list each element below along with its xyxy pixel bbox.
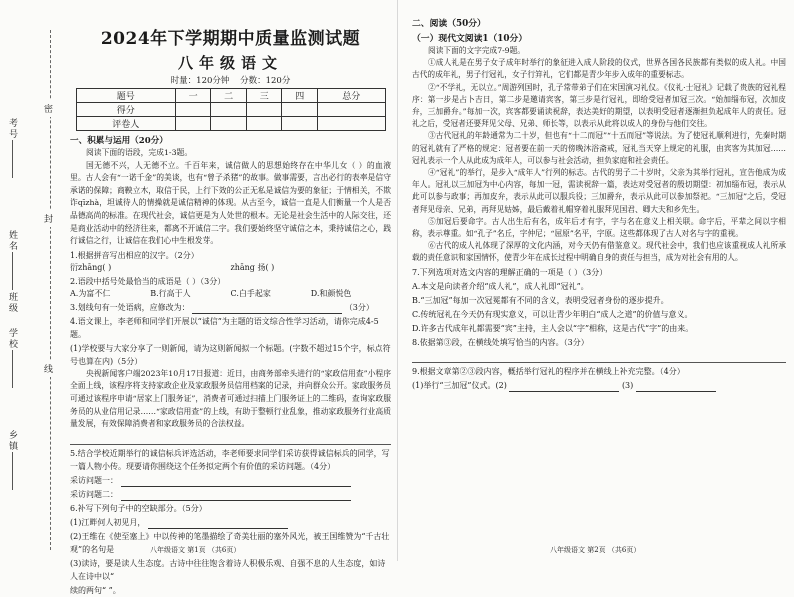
score-table-row — [76, 117, 385, 131]
binding-class-label: 班级 — [7, 292, 17, 314]
q2-option-d[interactable]: D.和颜悦色 — [310, 288, 352, 298]
score-cell[interactable] — [282, 103, 318, 117]
q7-option-a[interactable]: A.本文是向读者介绍“成人礼”，成人礼即“冠礼”。 — [412, 281, 589, 291]
binding-township-label: 乡镇 — [7, 430, 17, 452]
reading-para-6: ⑥古代的成人礼体现了深厚的文化内涵，对今天仍有借鉴意义。现代社会中，我们也应该重视成人礼所承载的责任意识和家国情怀，使青少年在成长过程中明确自身的责任与担当，成为对社会有用的人。 — [412, 241, 786, 263]
q3-text: 3.划线句有一处语病，应修改为： — [70, 302, 190, 312]
score-header-cell: 一 — [175, 89, 211, 103]
q7-option-d[interactable]: D.许多古代成年礼都需要“宾”主持，主人会以“字”相称，这是古代“字”的由来。 — [412, 323, 694, 333]
question-8: 8.依据第③段，在横线处填写恰当的内容。（3分） — [412, 337, 589, 347]
question-2-options — [70, 288, 391, 300]
score-row-label: 得分 — [76, 103, 175, 117]
q5-question-2-label: 采访问题二： — [70, 489, 118, 499]
exam-meta — [70, 74, 391, 86]
q6-3: (3)读诗，要是读人生态度。古诗中往往饱含着诗人积极乐观、自强不息的人生态度，如诗人在诗中以“ — [70, 558, 386, 581]
reading-para-2: ②“不学礼，无以立。”周游列国时，孔子常带弟子们在宋国演习礼仪。《仪礼·士冠礼》记载了贵族的冠礼程序：第一步是占卜吉日，第二步是邀请宾客，第三步是行冠礼，即给受冠者加冠三次。“始加缁布冠，次加皮弁，三加爵弁。”每加一次，宾客都要诵读祝辞，表达美好的期望，以表明受冠者逐渐担负起成年人的责任。冠礼之后，受冠者还要拜见父母、兄弟、师长等，以表示从此将以成人的身份与他们交往。 — [412, 82, 786, 129]
score-header-cell: 二 — [211, 89, 247, 103]
q6-1 — [70, 516, 391, 529]
score-cell[interactable] — [318, 103, 385, 117]
score-header-cell: 四 — [282, 89, 318, 103]
q6-1-blank[interactable] — [148, 518, 288, 529]
section-1-heading: 一、积累与运用（20分） — [70, 136, 168, 146]
q9-step-3: (3) — [621, 380, 634, 390]
score-cell[interactable] — [282, 117, 318, 131]
q2-option-a[interactable]: A.为富不仁 — [70, 288, 111, 298]
q7-option-c[interactable]: C.传统冠礼在今天仍有现实意义，可以让青少年明白“成人之道”的价值与意义。 — [412, 309, 693, 319]
q1-blank-a[interactable]: 衍zhāng( ) — [70, 262, 112, 272]
exam-title: 2024年下学期期中质量监测试题 — [100, 29, 361, 49]
score-cell[interactable] — [318, 117, 385, 131]
reading-para-4: ④“冠礼”的举行，是步入“成年人”行列的标志。古代的男子二十岁时，父亲为其举行冠礼，宣告他成为成年人。冠礼以三加冠为中心内容，每加一冠，需读祝辞一篇，表达对受冠者的殷切期望：初加缁布冠，表示从此可以参与政事；再加皮弁，表示从此可以服兵役；三加爵弁，表示从此可以参加祭祀。“三加冠”之后，受冠者拜见母亲、兄弟，再拜见姑姊，最后戴着礼帽穿着礼服拜见国君、卿大夫和乡先生。 — [412, 168, 786, 214]
section-1-passage: 国无德不兴，人无德不立。千百年来，诚信做人的思想始终存在中华儿女（ ）的血液里。古人会有“一诺千金”的美谈，也有“曾子杀猪”的故事。做事需要，言出必行的表率是信守承诺的保障；商鞅立木，取信于民，上行下效的公正无私是诚信为要的象征；于情相关，不欺诈qīzhà，坦诚待人的情操就是诚信精神的体现。从古至今，诚信一直是人们衡量一个人是否品德高尚的标准。在现代社会，诚信更是为人处世的根本。无论是社会生活中的人际交往，还是商业活动中的经济往来，都离不开诚信二字。我们要始终坚守诚信之本，秉持诚信之心，践行诚信之行，让诚信在我们心中生根发芽。 — [70, 160, 391, 246]
q9-step-1: (1)举行“三加冠”仪式。(2) — [412, 380, 507, 390]
q9-step-2-blank[interactable] — [509, 381, 619, 392]
binding-school-label: 学校 — [7, 328, 17, 350]
reading-para-3: ③古代冠礼的年龄通常为二十岁，但也有“十二而冠”“十五而冠”等说法。为了使冠礼顺利进行，先秦时期的冠礼就有了严格的规定：冠者要在前一天的傍晚沐浴斋戒，冠礼当天穿上规定的礼服，由宾客为其加冠……冠礼表示一个人从此成为成年人，可以参与社会活动，担负家庭和社会责任。 — [412, 131, 786, 165]
q5-line-1 — [70, 474, 391, 487]
page-1-footer: 八年级语文 第1页 （共6页） — [150, 546, 241, 554]
binding-kaohao-label: 考号 — [7, 118, 17, 140]
binding-name-label: 姓名 — [7, 230, 17, 252]
time-label: 时量：120分钟 — [170, 76, 230, 86]
score-cell[interactable] — [175, 117, 211, 131]
score-row-label: 评卷人 — [76, 117, 175, 131]
seal-feng: 封 — [44, 210, 53, 227]
news-passage: 央视新闻客户端2023年10月17日报道：近日，由商务部牵头进行的“家政信用查”小程序全面上线，该程序将支持家政企业及家政服务员信用档案的记录，并向群众公开。家政服务员可通过该程序申请“居家上门服务证”，消费者可通过扫描上门服务证上的二维码，查询家政服务员的从业信用记录……“家政信用查”的上线，有助于整顿行业乱象，推动家政服务行业高质量发展，有效保障消费者和家政服务员的合法权益。 — [70, 368, 391, 429]
question-5: 5.结合学校近期举行的诚信标兵评选活动，李老师要求同学们采访获得诚信标兵的同学，写一篇人物小传。现要请你围绕这个任务拟定两个有价值的采访问题。（4分） — [70, 448, 390, 471]
q5-question-2-blank[interactable] — [121, 490, 351, 501]
question-1-blanks — [70, 262, 391, 274]
score-table-header-row — [76, 89, 385, 103]
q7-option-b[interactable]: B.“三加冠”每加一次冠冕都有不同的含义，表明受冠者身份的逐步提升。 — [412, 295, 669, 305]
score-cell[interactable] — [211, 117, 247, 131]
q1-blank-b[interactable]: zhāng 扬( ) — [230, 262, 275, 272]
q5-line-2 — [70, 488, 391, 501]
question-4-sub: (1)学校要与大家分享了一则新闻，请为这则新闻拟一个标题。(字数不超过15个字，标点符号也算在内)（5分） — [70, 343, 391, 366]
question-4: 4.语文课上，李老师和同学们开展以“诚信”为主题的语文综合性学习活动，请你完成4-5题。 — [70, 316, 379, 339]
question-1: 1.根据拼音写出相应的汉字。（2分） — [70, 250, 199, 260]
score-header-cell: 总分 — [318, 89, 385, 103]
q2-option-b[interactable]: B.行高于人 — [150, 288, 191, 298]
q4-answer-line[interactable] — [70, 432, 391, 445]
question-2: 2.语段中括号处最恰当的成语是（ ）（3分） — [70, 276, 226, 286]
q8-answer-line[interactable] — [412, 350, 786, 363]
score-header-cell: 三 — [246, 89, 282, 103]
score-table — [76, 88, 386, 131]
right-page — [400, 0, 794, 561]
q5-question-1-label: 采访问题一： — [70, 475, 118, 485]
score-label: 分数：120分 — [240, 76, 291, 86]
score-cell[interactable] — [246, 117, 282, 131]
section-1-intro: 阅读下面的语段，完成1-3题。 — [86, 148, 193, 157]
q2-option-c[interactable]: C.白手起家 — [230, 288, 271, 298]
reading-para-5: ⑤加冠后要命字。古人出生后有名，成年后才有字，字与名在意义上相关联。命字后，平辈之间以字相称，表示尊重。如“孔子”名丘，字仲尼；“屈原”名平，字原。这些都体现了古人对名与字的重视。 — [412, 216, 786, 239]
seal-mi: 密 — [44, 100, 53, 117]
q3-answer-blank[interactable] — [192, 303, 342, 314]
q6-2: (2)王维在《使至塞上》中以传神的笔墨描绘了奇美壮丽的塞外风光，被王国维赞为“千古壮观”的名句是 — [70, 531, 390, 554]
question-7: 7.下列选项对选文内容的理解正确的一项是（ ）（3分） — [412, 267, 608, 277]
q6-3b: 续的两句“ ”。 — [70, 585, 121, 595]
score-cell[interactable] — [211, 103, 247, 117]
reading-para-1: ①成人礼是在男子女子成年时举行的象征进入成人阶段的仪式，世界各国各民族都有类似的成人礼。中国古代的成年礼，男子行冠礼，女子行笄礼，它们都是青少年步入成年的重要标志。 — [412, 58, 786, 80]
exam-subtitle: 八年级语文 — [177, 54, 283, 72]
section-2-heading: 二、阅读（50分） — [412, 19, 486, 29]
question-9: 9.根据文章第②③段内容，概括举行冠礼的程序并在横线上补充完整。（4分） — [412, 366, 685, 376]
question-3 — [70, 301, 391, 314]
seal-xian: 线 — [44, 360, 53, 377]
q9-steps — [412, 379, 786, 392]
score-cell[interactable] — [175, 103, 211, 117]
left-page — [0, 0, 397, 595]
q6-1-text: (1)江畔何人初见月， — [70, 517, 146, 527]
q5-question-1-blank[interactable] — [121, 476, 351, 487]
q9-step-3-blank[interactable] — [636, 381, 716, 392]
reading-intro: 阅读下面的文字完成7-9题。 — [428, 46, 525, 55]
question-6: 6.补写下列句子中的空缺部分。（5分） — [70, 503, 207, 513]
page-divider — [397, 0, 398, 561]
score-table-row — [76, 103, 385, 117]
subsection-1-heading: （一）现代文阅读1（10分） — [412, 34, 528, 44]
score-cell[interactable] — [246, 103, 282, 117]
page-2-footer: 八年级语文 第2页 （共6页） — [550, 546, 641, 554]
q3-score: （3分） — [344, 302, 374, 312]
score-header-cell: 题号 — [76, 89, 175, 103]
